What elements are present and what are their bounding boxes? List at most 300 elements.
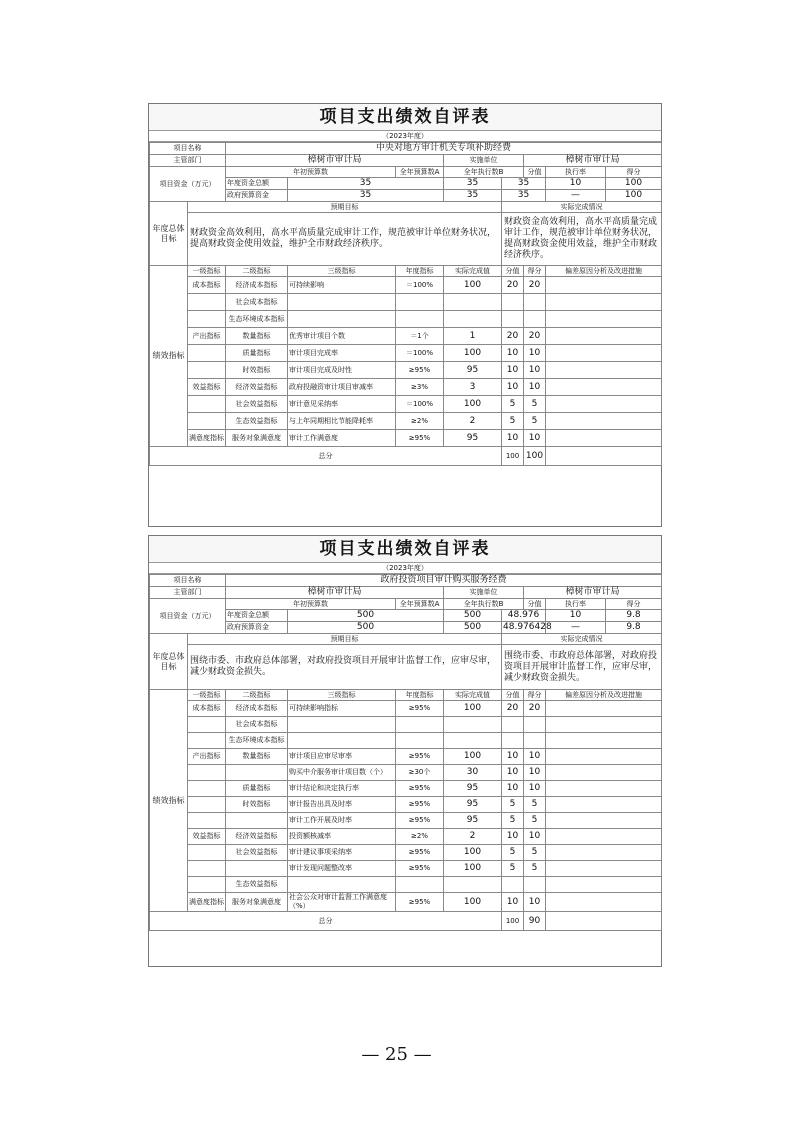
indicator-cell: 经济效益指标 <box>226 829 288 845</box>
indicator-cell <box>188 717 226 733</box>
indicator-cell: 5 <box>524 813 546 829</box>
self-evaluation-form-1 <box>148 103 662 527</box>
table-row <box>150 447 662 466</box>
col-header: 年初预算数 <box>226 167 396 178</box>
indicator-cell: 10 <box>524 362 546 379</box>
col-header: 年初预算数 <box>226 599 396 610</box>
table-row <box>150 213 662 266</box>
indicator-cell: 数量指标 <box>226 328 288 345</box>
table-row <box>150 781 662 797</box>
impl-unit-value: 樟树市审计局 <box>524 587 662 599</box>
label-annual-goal: 年度总体目标 <box>150 634 188 690</box>
table-row <box>150 587 662 599</box>
indicator-cell: 30 <box>444 765 502 781</box>
indicator-cell: 100 <box>444 701 502 717</box>
evaluation-table <box>149 574 662 931</box>
table-row <box>150 690 662 701</box>
indicator-cell: 10 <box>502 430 524 447</box>
indicator-cell <box>188 396 226 413</box>
indicator-cell: 服务对象满意度 <box>226 893 288 912</box>
goal-expected: 财政资金高效利用，高水平高质量完成审计工作，规范被审计单位财务状况，提高财政资金使用效益，维护全市财政经济秩序。 <box>188 213 502 266</box>
page-number: — 25 — <box>361 1044 432 1065</box>
total-funds-label: 年度资金总额 <box>226 610 288 622</box>
indicator-cell <box>502 294 524 311</box>
indicator-cell: 10 <box>524 749 546 765</box>
indicator-cell <box>502 717 524 733</box>
table-row <box>150 717 662 733</box>
indicator-cell: 95 <box>444 813 502 829</box>
indicator-cell: 10 <box>502 362 524 379</box>
indicator-cell: 20 <box>524 277 546 294</box>
table-row <box>150 877 662 893</box>
indicator-cell: ＝1个 <box>396 328 444 345</box>
indicator-cell <box>444 733 502 749</box>
indicator-cell: 5 <box>502 413 524 430</box>
col-header: 一级指标 <box>188 266 226 277</box>
reason-cell <box>546 797 662 813</box>
indicator-cell: 社会公众对审计监督工作满意度（%） <box>288 893 396 912</box>
gov-funds-label: 政府预算资金 <box>226 622 288 634</box>
indicator-cell: 可持续影响 <box>288 277 396 294</box>
indicator-cell: ＝100% <box>396 345 444 362</box>
indicator-cell <box>188 294 226 311</box>
total-funds-value: 35 <box>444 178 502 190</box>
indicator-cell: 10 <box>502 345 524 362</box>
indicator-cell: 购买中介服务审计项目数（个） <box>288 765 396 781</box>
indicator-cell: 100 <box>444 277 502 294</box>
total-funds-value: 500 <box>444 610 502 622</box>
table-row <box>150 202 662 213</box>
indicator-cell <box>524 717 546 733</box>
indicator-cell: 与上年同期相比节能降耗率 <box>288 413 396 430</box>
gov-funds-value: 500 <box>288 622 444 634</box>
reason-cell <box>546 362 662 379</box>
form-year: （2023年度） <box>149 131 661 142</box>
indicator-cell: 10 <box>524 430 546 447</box>
indicator-cell <box>524 311 546 328</box>
form-title: 项目支出绩效自评表 <box>149 536 661 563</box>
indicator-cell: 生态环境成本指标 <box>226 733 288 749</box>
indicator-cell: 2 <box>444 413 502 430</box>
form-title: 项目支出绩效自评表 <box>149 104 661 131</box>
indicator-cell: 效益指标 <box>188 379 226 396</box>
indicator-cell: 5 <box>502 396 524 413</box>
indicator-cell <box>226 861 288 877</box>
indicator-cell <box>444 877 502 893</box>
indicator-cell <box>396 311 444 328</box>
gov-funds-value: 100 <box>606 190 662 202</box>
indicator-cell: 5 <box>524 797 546 813</box>
reason-cell <box>546 311 662 328</box>
reason-cell <box>546 845 662 861</box>
indicator-cell: 5 <box>502 861 524 877</box>
gov-funds-value: 500 <box>444 622 502 634</box>
indicator-cell: 审计工作开展及时率 <box>288 813 396 829</box>
table-row <box>150 599 662 610</box>
col-header: 一级指标 <box>188 690 226 701</box>
indicator-cell: 100 <box>444 345 502 362</box>
indicator-cell: 社会效益指标 <box>226 396 288 413</box>
table-row <box>150 610 662 622</box>
total-got: 100 <box>524 447 546 466</box>
label-total: 总分 <box>150 447 502 466</box>
table-row <box>150 861 662 877</box>
indicator-cell: 100 <box>444 893 502 912</box>
indicator-cell <box>396 717 444 733</box>
indicator-cell: 成本指标 <box>188 277 226 294</box>
indicator-cell: 经济成本指标 <box>226 701 288 717</box>
indicator-cell <box>188 781 226 797</box>
indicator-cell <box>524 877 546 893</box>
indicator-cell: ≥95% <box>396 813 444 829</box>
table-row <box>150 645 662 690</box>
label-total: 总分 <box>150 912 502 931</box>
indicator-cell: 审计项目完成率 <box>288 345 396 362</box>
reason-cell <box>546 829 662 845</box>
table-row <box>150 733 662 749</box>
indicator-cell: ≥95% <box>396 430 444 447</box>
indicator-cell <box>444 311 502 328</box>
dept-value: 樟树市审计局 <box>226 587 444 599</box>
indicator-cell <box>288 717 396 733</box>
table-row <box>150 294 662 311</box>
table-row <box>150 749 662 765</box>
table-row <box>150 311 662 328</box>
indicator-cell: ≥2% <box>396 829 444 845</box>
indicator-cell: ≥95% <box>396 797 444 813</box>
indicator-cell: 10 <box>524 765 546 781</box>
table-row <box>150 190 662 202</box>
table-row <box>150 178 662 190</box>
total-funds-value: 35 <box>502 178 546 190</box>
col-header: 分值 <box>502 266 524 277</box>
reason-cell <box>546 345 662 362</box>
impl-unit-value: 樟树市审计局 <box>524 155 662 167</box>
indicator-cell: 95 <box>444 781 502 797</box>
label-actual: 实际完成情况 <box>502 634 662 645</box>
reason-cell <box>546 328 662 345</box>
indicator-cell: 生态效益指标 <box>226 877 288 893</box>
total-funds-value: 100 <box>606 178 662 190</box>
indicator-cell <box>288 311 396 328</box>
dept-value: 樟树市审计局 <box>226 155 444 167</box>
indicator-cell <box>188 362 226 379</box>
indicator-cell: 95 <box>444 362 502 379</box>
col-header: 全年预算数A <box>396 599 444 610</box>
indicator-cell: 10 <box>524 781 546 797</box>
indicator-cell: ≥95% <box>396 893 444 912</box>
indicator-cell: 10 <box>502 893 524 912</box>
indicator-cell <box>502 311 524 328</box>
indicator-cell: 100 <box>444 861 502 877</box>
table-row <box>150 813 662 829</box>
col-header: 三级指标 <box>288 690 396 701</box>
reason-cell <box>546 701 662 717</box>
indicator-cell: 时效指标 <box>226 797 288 813</box>
reason-cell <box>546 781 662 797</box>
blank-cell <box>546 447 662 466</box>
indicator-cell: 社会成本指标 <box>226 294 288 311</box>
indicator-cell <box>524 733 546 749</box>
gov-funds-value: 48.976428 <box>503 622 552 632</box>
indicator-cell: 10 <box>524 379 546 396</box>
indicator-cell: 社会成本指标 <box>226 717 288 733</box>
indicator-cell: 产出指标 <box>188 749 226 765</box>
col-header: 得分 <box>524 690 546 701</box>
indicator-cell: 审计意见采纳率 <box>288 396 396 413</box>
indicator-cell <box>502 733 524 749</box>
total-funds-value: 9.8 <box>606 610 662 622</box>
indicator-cell: 生态效益指标 <box>226 413 288 430</box>
reason-cell <box>546 396 662 413</box>
indicator-cell: 2 <box>444 829 502 845</box>
table-row <box>150 622 662 634</box>
col-header: 偏差原因分析及改进措施 <box>546 690 662 701</box>
goal-actual: 围绕市委、市政府总体部署，对政府投资项目开展审计监督工作，应审尽审，减少财政资金损失。 <box>502 645 662 690</box>
indicator-cell: ≥95% <box>396 781 444 797</box>
project-name: 政府投资项目审计购买服务经费 <box>226 575 662 587</box>
indicator-cell: 效益指标 <box>188 829 226 845</box>
reason-cell <box>546 765 662 781</box>
gov-funds-value: 9.8 <box>606 622 662 634</box>
indicator-cell: 3 <box>444 379 502 396</box>
col-header: 执行率 <box>546 599 606 610</box>
col-header: 分值 <box>524 167 546 178</box>
indicator-cell <box>288 877 396 893</box>
reason-cell <box>546 749 662 765</box>
goal-actual: 财政资金高效利用，高水平高质量完成审计工作，规范被审计单位财务状况，提高财政资金使用效益，维护全市财政经济秩序。 <box>502 213 662 266</box>
gov-funds-value: 35 <box>444 190 502 202</box>
indicator-cell: 5 <box>524 413 546 430</box>
label-actual: 实际完成情况 <box>502 202 662 213</box>
indicator-cell: 10 <box>524 893 546 912</box>
col-header: 执行率 <box>546 167 606 178</box>
indicator-cell: ≥95% <box>396 749 444 765</box>
evaluation-table <box>149 142 662 466</box>
indicator-cell: 100 <box>444 845 502 861</box>
reason-cell <box>546 893 662 912</box>
gov-funds-value: 35 <box>502 190 546 202</box>
total-got: 90 <box>524 912 546 931</box>
label-expected: 预期目标 <box>188 202 502 213</box>
reason-cell <box>546 717 662 733</box>
indicator-cell: 95 <box>444 797 502 813</box>
indicator-cell: 10 <box>502 379 524 396</box>
indicator-cell <box>188 345 226 362</box>
indicator-cell: 5 <box>524 845 546 861</box>
indicator-cell <box>188 413 226 430</box>
indicator-cell <box>444 717 502 733</box>
label-performance: 绩效指标 <box>150 690 188 912</box>
indicator-cell: 10 <box>502 765 524 781</box>
label-impl: 实施单位 <box>444 587 524 599</box>
indicator-cell: ≥95% <box>396 845 444 861</box>
table-row <box>150 765 662 781</box>
indicator-cell: 审计项目完成及时性 <box>288 362 396 379</box>
gov-funds-value: — <box>546 622 606 634</box>
self-evaluation-form-2 <box>148 535 662 967</box>
indicator-cell: 审计报告出具及时率 <box>288 797 396 813</box>
label-project-name: 项目名称 <box>150 143 226 155</box>
indicator-cell: 20 <box>502 277 524 294</box>
indicator-cell: 20 <box>502 701 524 717</box>
indicator-cell: 审计发现问题整改率 <box>288 861 396 877</box>
col-header: 年度指标 <box>396 266 444 277</box>
reason-cell <box>546 877 662 893</box>
indicator-cell: 服务对象满意度 <box>226 430 288 447</box>
indicator-cell: ≥95% <box>396 362 444 379</box>
indicator-cell: 95 <box>444 430 502 447</box>
indicator-cell: ≥95% <box>396 861 444 877</box>
col-header: 全年执行数B <box>444 599 524 610</box>
table-row <box>150 155 662 167</box>
col-header: 全年执行数B <box>444 167 524 178</box>
indicator-cell: 审计结论和决定执行率 <box>288 781 396 797</box>
total-score: 100 <box>502 447 524 466</box>
table-row <box>150 701 662 717</box>
table-row <box>150 575 662 587</box>
form-year: （2023年度） <box>149 563 661 574</box>
col-header: 得分 <box>606 599 662 610</box>
indicator-cell <box>188 877 226 893</box>
gov-funds-value: 35 <box>288 190 444 202</box>
indicator-cell: 5 <box>524 861 546 877</box>
table-row <box>150 912 662 931</box>
indicator-cell: 5 <box>502 845 524 861</box>
label-funds: 项目资金（万元） <box>150 599 226 634</box>
table-row <box>150 396 662 413</box>
indicator-cell: 质量指标 <box>226 345 288 362</box>
col-header: 二级指标 <box>226 266 288 277</box>
indicator-cell: 经济成本指标 <box>226 277 288 294</box>
table-row <box>150 167 662 178</box>
indicator-cell: 5 <box>502 797 524 813</box>
indicator-cell: 社会效益指标 <box>226 845 288 861</box>
label-dept: 主管部门 <box>150 587 226 599</box>
indicator-cell: ≥2% <box>396 413 444 430</box>
col-header: 实际完成值 <box>444 266 502 277</box>
blank-cell <box>546 912 662 931</box>
reason-cell <box>546 430 662 447</box>
indicator-cell <box>226 765 288 781</box>
label-project-name: 项目名称 <box>150 575 226 587</box>
reason-cell <box>546 413 662 430</box>
label-annual-goal: 年度总体目标 <box>150 202 188 266</box>
table-row <box>150 797 662 813</box>
reason-cell <box>546 379 662 396</box>
indicator-cell <box>524 294 546 311</box>
indicator-cell: 5 <box>502 813 524 829</box>
indicator-cell <box>396 733 444 749</box>
col-header: 分值 <box>524 599 546 610</box>
indicator-cell: ＝100% <box>396 396 444 413</box>
indicator-cell <box>188 797 226 813</box>
indicator-cell: 20 <box>502 328 524 345</box>
col-header: 三级指标 <box>288 266 396 277</box>
indicator-cell: 审计项目应审尽审率 <box>288 749 396 765</box>
table-row <box>150 345 662 362</box>
indicator-cell: ≥30个 <box>396 765 444 781</box>
col-header: 二级指标 <box>226 690 288 701</box>
indicator-cell: 经济效益指标 <box>226 379 288 396</box>
total-score: 100 <box>502 912 524 931</box>
gov-funds-value: — <box>546 190 606 202</box>
total-funds-value: 10 <box>546 610 606 622</box>
indicator-cell <box>188 813 226 829</box>
table-row <box>150 143 662 155</box>
indicator-cell: 产出指标 <box>188 328 226 345</box>
indicator-cell: 10 <box>524 829 546 845</box>
indicator-cell: 时效指标 <box>226 362 288 379</box>
total-funds-value: 35 <box>288 178 444 190</box>
indicator-cell: 可持续影响指标 <box>288 701 396 717</box>
table-row <box>150 893 662 912</box>
col-header: 偏差原因分析及改进措施 <box>546 266 662 277</box>
label-dept: 主管部门 <box>150 155 226 167</box>
total-funds-value: 48.976 <box>502 610 546 622</box>
col-header: 实际完成值 <box>444 690 502 701</box>
indicator-cell: 10 <box>502 829 524 845</box>
indicator-cell <box>226 813 288 829</box>
table-row <box>150 379 662 396</box>
project-name: 中央对地方审计机关专项补助经费 <box>226 143 662 155</box>
table-row <box>150 413 662 430</box>
table-row <box>150 430 662 447</box>
reason-cell <box>546 861 662 877</box>
indicator-cell: 数量指标 <box>226 749 288 765</box>
total-funds-label: 年度资金总额 <box>226 178 288 190</box>
indicator-cell: 审计建议事项采纳率 <box>288 845 396 861</box>
indicator-cell: 10 <box>502 781 524 797</box>
indicator-cell: 生态环境成本指标 <box>226 311 288 328</box>
indicator-cell: 审计工作满意度 <box>288 430 396 447</box>
indicator-cell: 满意度指标 <box>188 430 226 447</box>
col-header: 得分 <box>606 167 662 178</box>
reason-cell <box>546 733 662 749</box>
table-row <box>150 362 662 379</box>
label-funds: 项目资金（万元） <box>150 167 226 202</box>
indicator-cell: 20 <box>524 701 546 717</box>
gov-funds-label: 政府预算资金 <box>226 190 288 202</box>
table-row <box>150 277 662 294</box>
indicator-cell <box>288 294 396 311</box>
table-row <box>150 328 662 345</box>
label-expected: 预期目标 <box>188 634 502 645</box>
indicator-cell: 优秀审计项目个数 <box>288 328 396 345</box>
table-row <box>150 266 662 277</box>
reason-cell <box>546 294 662 311</box>
indicator-cell <box>502 877 524 893</box>
indicator-cell <box>188 311 226 328</box>
indicator-cell <box>188 845 226 861</box>
indicator-cell <box>288 733 396 749</box>
table-row <box>150 634 662 645</box>
col-header: 分值 <box>502 690 524 701</box>
indicator-cell <box>188 765 226 781</box>
indicator-cell: 10 <box>502 749 524 765</box>
indicator-cell <box>188 733 226 749</box>
reason-cell <box>546 813 662 829</box>
label-performance: 绩效指标 <box>150 266 188 447</box>
indicator-cell: 10 <box>524 345 546 362</box>
indicator-cell: 100 <box>444 749 502 765</box>
indicator-cell: 满意度指标 <box>188 893 226 912</box>
col-header: 全年预算数A <box>396 167 444 178</box>
indicator-cell: 投资额核减率 <box>288 829 396 845</box>
indicator-cell: ≥3% <box>396 379 444 396</box>
total-funds-value: 500 <box>288 610 444 622</box>
indicator-cell: 政府投融资审计项目审减率 <box>288 379 396 396</box>
